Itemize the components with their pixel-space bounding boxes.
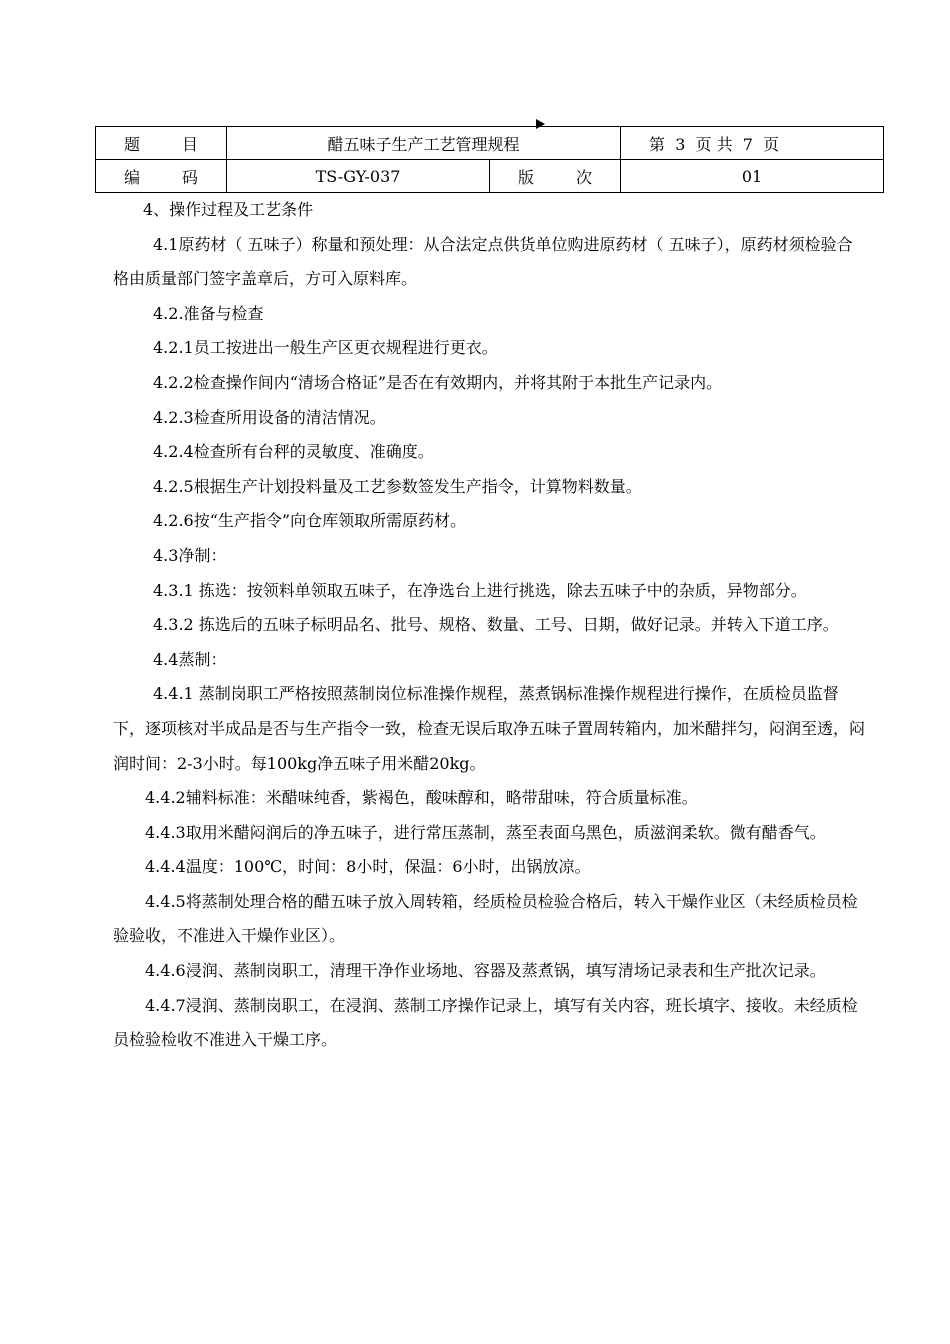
code-label-char-1: 编 <box>124 167 141 187</box>
document-body <box>113 193 865 1058</box>
paragraph: 4.4.1 蒸制岗职工严格按照蒸制岗位标准操作规程，蒸煮锅标准操作规程进行操作，在质检员监督下，逐项核对半成品是否与生产指令一致，检查无误后取净五味子置周转箱内，加米醋拌匀，闷润至透，闷润时间：2-3小时。每100kg净五味子用米醋20kg。 <box>113 684 866 773</box>
paragraph: 4.3.2 拣选后的五味子标明品名、批号、规格、数量、工号、日期，做好记录。并转入下道工序。 <box>153 615 839 635</box>
paragraph: 4.4.2辅料标准：米醋味纯香，紫褐色，酸味醇和，略带甜味，符合质量标准。 <box>145 788 698 808</box>
document-title: 醋五味子生产工艺管理规程 <box>227 127 621 160</box>
title-label-char-2: 目 <box>181 134 198 154</box>
section-heading: 4、操作过程及工艺条件 <box>143 200 314 219</box>
document-version: 01 <box>621 160 884 193</box>
page-info: 第 3 页 共 7 页 <box>621 127 884 160</box>
paragraph: 4.3.1 拣选：按领料单领取五味子，在净选台上进行挑选，除去五味子中的杂质，异物部分。 <box>153 580 807 600</box>
paragraph: 4.2.准备与检查 <box>153 303 264 323</box>
paragraph: 4.2.3检查所用设备的清洁情况。 <box>153 407 386 427</box>
title-label-char-1: 题 <box>124 134 141 154</box>
paragraph: 4.4.7浸润、蒸制岗职工，在浸润、蒸制工序操作记录上，填写有关内容，班长填字、接收。未经质检员检验检收不准进入干燥工序。 <box>113 995 858 1050</box>
paragraph: 4.2.2检查操作间内“清场合格证”是否在有效期内，并将其附于本批生产记录内。 <box>153 372 723 392</box>
paragraph: 4.2.6按“生产指令”向仓库领取所需原药材。 <box>153 511 467 531</box>
version-label-cell <box>490 160 621 193</box>
paragraph: 4.2.5根据生产计划投料量及工艺参数签发生产指令，计算物料数量。 <box>153 476 642 496</box>
paragraph: 4.1原药材（ 五味子）称量和预处理：从合法定点供货单位购进原药材（ 五味子），原药材须检验合格由质量部门签字盖章后，方可入原料库。 <box>113 234 853 289</box>
title-label-cell <box>96 127 227 160</box>
version-label-char-2: 次 <box>576 167 593 187</box>
document-code: TS-GY-037 <box>227 160 490 193</box>
paragraph: 4.4.6浸润、蒸制岗职工，清理干净作业场地、容器及蒸煮锅，填写清场记录表和生产批次记录。 <box>145 961 826 981</box>
code-label-cell <box>96 160 227 193</box>
paragraph: 4.3净制： <box>153 545 227 565</box>
paragraph: 4.4.5将蒸制处理合格的醋五味子放入周转箱，经质检员检验合格后，转入干燥作业区（未经质检员检验验收，不准进入干燥作业区）。 <box>113 891 858 946</box>
code-label-char-2: 码 <box>181 167 198 187</box>
paragraph: 4.2.1员工按进出一般生产区更衣规程进行更衣。 <box>153 338 498 358</box>
paragraph: 4.4.4温度：100℃，时间：8小时，保温：6小时，出锅放凉。 <box>145 857 591 877</box>
paragraph: 4.4蒸制： <box>153 649 227 669</box>
paragraph: 4.4.3取用米醋闷润后的净五味子，进行常压蒸制，蒸至表面乌黑色，质滋润柔软。微有醋香气。 <box>145 822 826 842</box>
document-header-table <box>95 126 884 193</box>
paragraph: 4.2.4检查所有台秤的灵敏度、准确度。 <box>153 442 434 462</box>
version-label-char-1: 版 <box>518 167 535 187</box>
